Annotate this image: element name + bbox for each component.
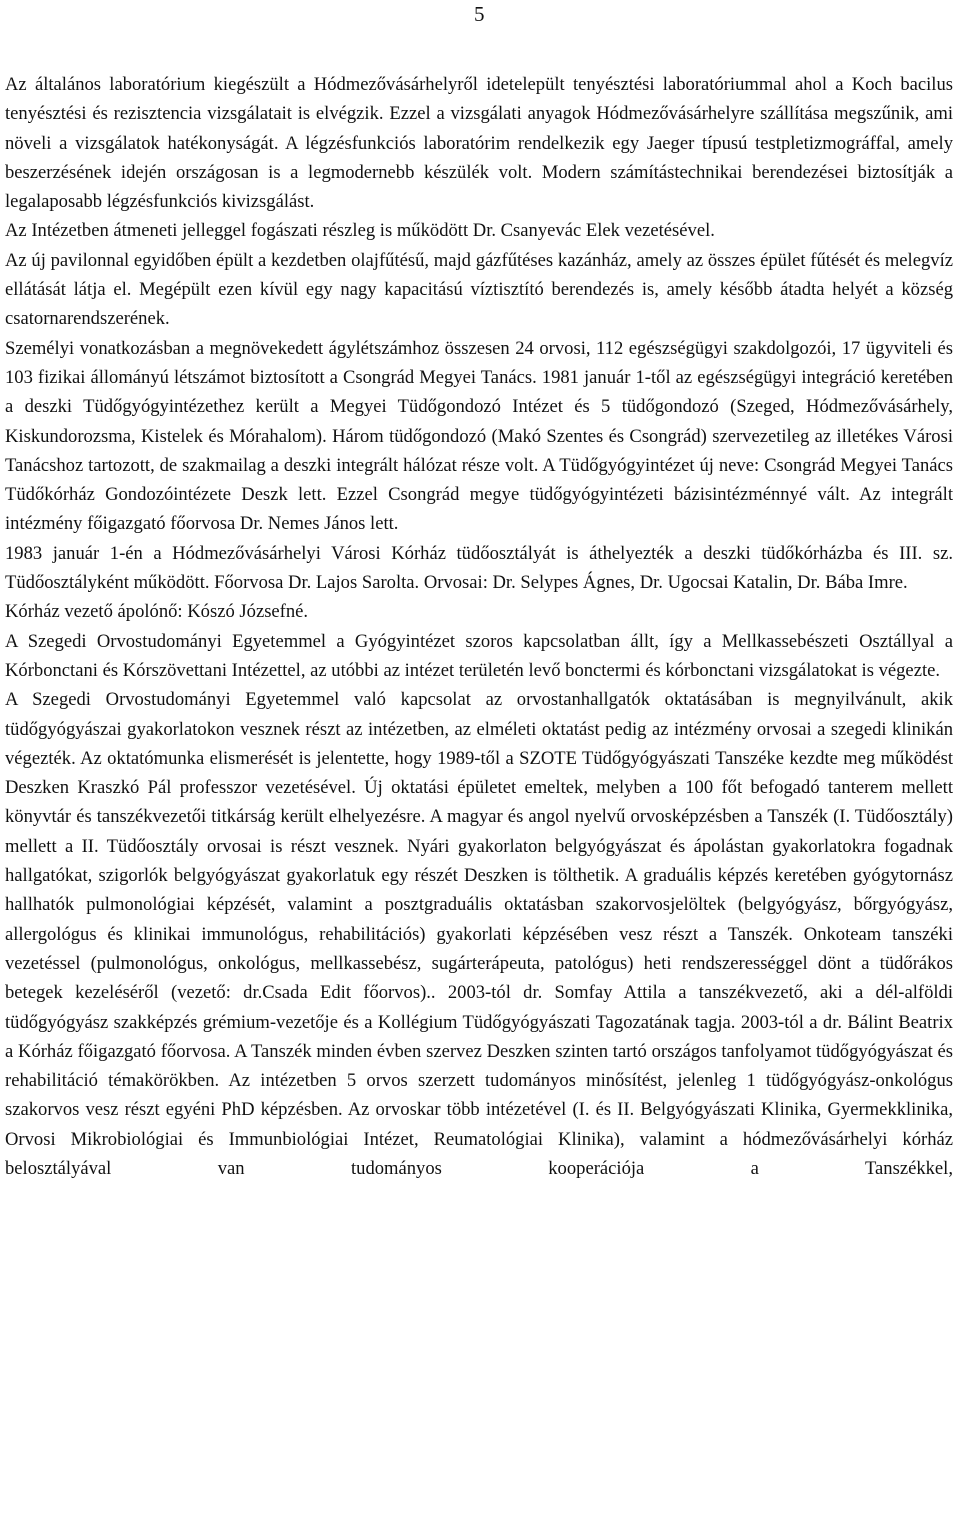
paragraph-laboratory: Az általános laboratórium kiegészült a Hódmezővásárhelyről idetelepült tenyésztési laboratóriummal ahol a Koch bacilus tenyésztési és rezisztencia vizsgálatait is elvégzik. Ezzel a vizsgálati anyagok Hódmezővásárhelyre szállítása megszűnik, ami növeli a vizsgálatok hatékonyságát. A légzésfunkciós laboratórim rendelkezik egy Jaeger típusú testpletizmográffal, amely beszerzésének idején országosan is a legmodernebb készülék volt. Modern számítástechnikai berendezései biztosítják a legalaposabb légzésfunkciós kivizsgálást. [5, 74, 953, 213]
page-number: 5 [474, 2, 485, 26]
body-text [5, 70, 953, 1183]
paragraph-third-department: 1983 január 1-én a Hódmezővásárhelyi Városi Kórház tüdőosztályát is áthelyezték a deszki tüdőkórházba és III. sz. Tüdőosztályként működött. Főorvosa Dr. Lajos Sarolta. Orvosai: Dr. Selypes Ágnes, Dr. Ugocsai Katalin, Dr. Bába Imre. [5, 542, 953, 594]
paragraph-head-nurse: Kórház vezető ápolónő: Kószó Józsefné. [5, 601, 309, 623]
paragraph-university-relations: A Szegedi Orvostudományi Egyetemmel a Gyógyintézet szoros kapcsolatban állt, így a Mellkassebészeti Osztállyal a Kórbonctani és Kórszövettani Intézettel, az utóbbi az intézet területén levő bonctermi és kórbonctani vizsgálatokat is végezte. [5, 630, 953, 681]
paragraph-dental-unit: Az Intézetben átmeneti jelleggel fogászati részleg is működött Dr. Csanyevác Elek vezetésével. [5, 220, 715, 242]
paragraph-education: A Szegedi Orvostudományi Egyetemmel való kapcsolat az orvostanhallgatók oktatásában is megnyilvánult, akik tüdőgyógyászai gyakorlatokon vesznek részt az intézetben, az elméleti oktatást pedig az intézmény orvosai a szegedi klinikán végezték. Az oktatómunka elismerését is jelentette, hogy 1989-től a SZOTE Tüdőgyógyászati Tanszéke kezdte meg működést Deszken Kraszkó Pál professzor vezetésével. Új oktatási épületet emeltek, melyben a 100 főt befogadó tanterem mellett könyvtár és tanszékvezetői titkárság került elhelyezésre. A magyar és angol nyelvű orvosképzésben a Tanszék (I. Tüdőosztály) mellett a II. Tüdőosztály orvosai is részt vesznek. Nyári gyakorlaton belgyógyászat és ápolástan gyakorlatokra fogadnak hallgatókat, szigorlók belgyógyászat gyakorlatuk egy részét Deszken is tölthetik. A graduális képzés keretében gyógytornász hallhatók pulmonológiai képzését, valamint a posztgraduális oktatásban szakorvosjelöltek (belgyógyász, bőrgyógyász, allergológus és klinikai immunológus, rehabilitációs) gyakorlati képzésében vesz részt a Tanszék. Onkoteam tanszéki vezetéssel (pulmonológus, onkológus, mellkassebész, sugárterápeuta, patológus) heti rendszerességgel dönt a tüdőrákos betegek kezeléséről (vezető: dr.Csada Edit főorvos).. 2003-tól dr. Somfay Attila a tanszékvezető, aki a dél-alföldi tüdőgyógyász szakképzés grémium-vezetője és a Kollégium Tüdőgyógyászati Tagozatának tagja. 2003-tól a dr. Bálint Beatrix a Kórház főigazgató főorvosa. A Tanszék minden évben szervez Deszken szinten tartó országos tanfolyamot tüdőgyógyászat és rehabilitáció témakörökben. Az intézetben 5 orvos szerzett tudományos minősítést, jelenleg 1 tüdőgyógyász-onkológus szakorvos vesz részt egyéni PhD képzésben. Az orvoskar több intézetével (I. és II. Belgyógyászati Klinika, Gyermekklinika, Orvosi Mikrobiológiai és Immunbiológiai Intézet, Reumatológiai Klinika), valamint a hódmezővásárhelyi kórház belosztályával van tudományos kooperációja a Tanszékkel, [5, 689, 953, 1179]
paragraph-boiler-house: Az új pavilonnal egyidőben épült a kezdetben olajfűtésű, majd gázfűtéses kazánház, amely az összes épület fűtését és melegvíz ellátását látja el. Megépült ezen kívül egy nagy kapacitású víztisztító berendezés is, amely később átadta helyét a község csatornarendszerének. [5, 249, 953, 330]
paragraph-staffing-integration: Személyi vonatkozásban a megnövekedett ágylétszámhoz összesen 24 orvosi, 112 egészségügyi szakdolgozói, 17 ügyviteli és 103 fizikai állományú létszámot biztosított a Csongrád Megyei Tanács. 1981 január 1-től az egészségügyi integráció keretében a deszki Tüdőgyógyintézethez került a Megyei Tüdőgondozó Intézet és 5 tüdőgondozó (Szeged, Hódmezővásárhely, Kiskundorozsma, Kistelek és Mórahalom). Három tüdőgondozó (Makó Szentes és Csongrád) szervezetileg az illetékes Városi Tanácshoz tartozott, de szakmailag a deszki integrált hálózat része volt. A Tüdőgyógyintézet új neve: Csongrád Megyei Tanács Tüdőkórház Gondozóintézete Deszk lett. Ezzel Csongrád megye tüdőgyógyintézeti bázisintézménnyé vált. Az integrált intézmény főigazgató főorvosa Dr. Nemes János lett. [5, 337, 953, 535]
